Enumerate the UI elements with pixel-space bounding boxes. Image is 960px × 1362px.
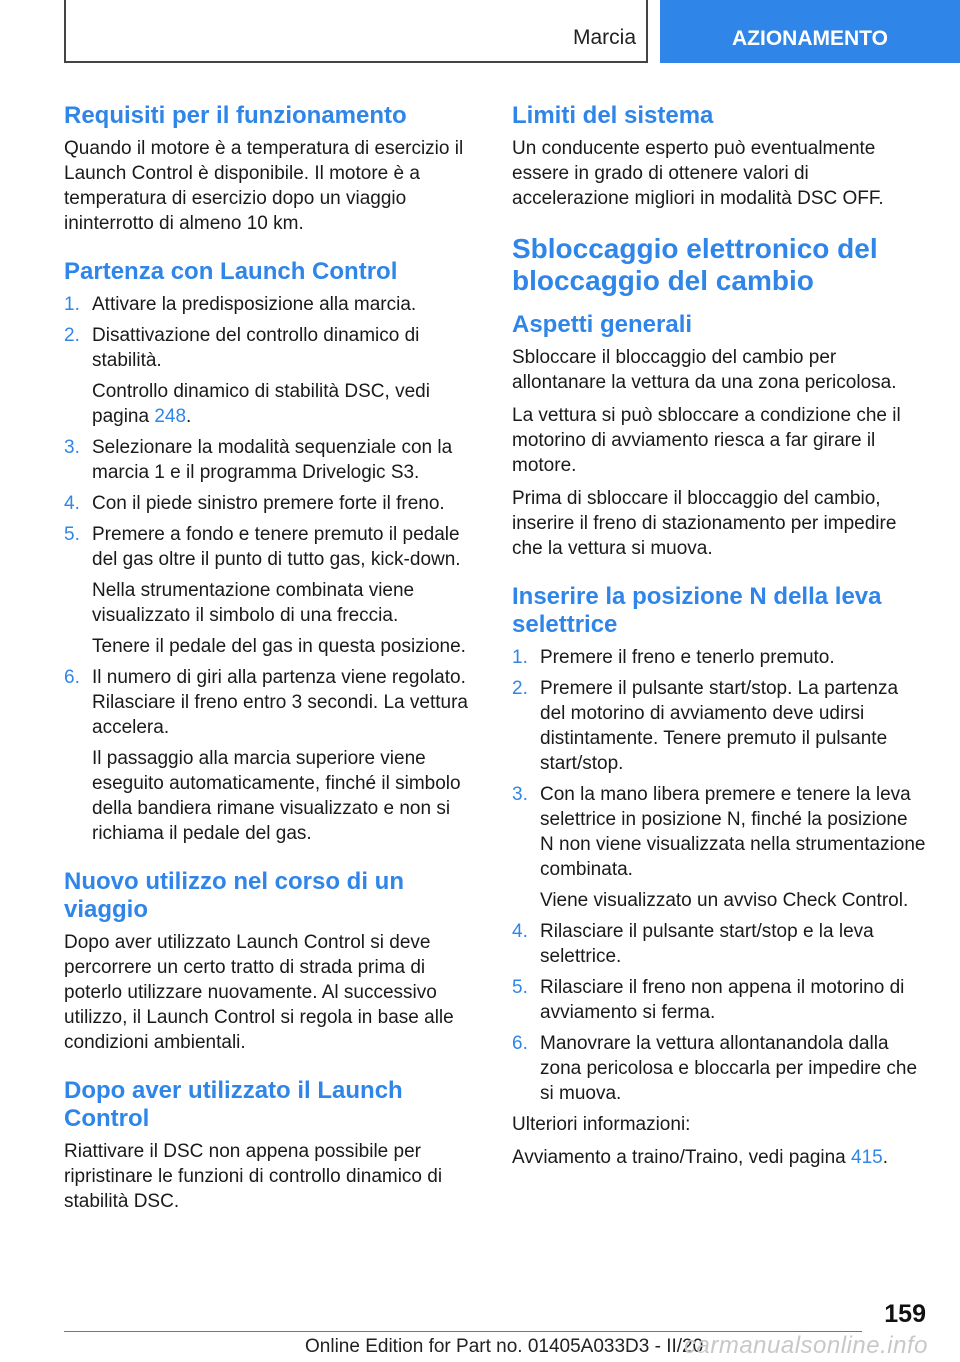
step-text: Rilasciare il pulsante start/stop e la leva selettrice. bbox=[540, 921, 874, 967]
step-note: Nella strumentazione combinata viene visualizzato il simbolo di una freccia. bbox=[92, 580, 415, 626]
list-item bbox=[64, 491, 480, 516]
page-link-415[interactable]: 415 bbox=[851, 1147, 883, 1168]
step-note: Il passaggio alla marcia superiore viene eseguito automaticamente, finché il simbolo della bandiera rimane visualizzato e non si richiama il pedale del gas. bbox=[92, 748, 461, 844]
step-number: 6. bbox=[512, 1033, 528, 1054]
section-nuovo-utilizzo bbox=[64, 868, 480, 1055]
step-number: 1. bbox=[64, 294, 80, 315]
paragraph: Sbloccare il bloccaggio del cambio per allontanare la vettura da una zona pericolosa. bbox=[512, 347, 897, 393]
step-number: 3. bbox=[512, 784, 528, 805]
section-partenza bbox=[64, 258, 480, 846]
step-text: Con il piede sinistro premere forte il freno. bbox=[92, 493, 445, 514]
watermark: carmanualsonline.info bbox=[684, 1332, 928, 1359]
list-item bbox=[64, 292, 480, 317]
page-number: 159 bbox=[884, 1300, 926, 1328]
list-item bbox=[64, 522, 480, 659]
reference-line bbox=[512, 1145, 926, 1170]
list-item bbox=[512, 645, 926, 670]
list-item bbox=[64, 665, 480, 846]
list-item bbox=[512, 975, 926, 1025]
paragraph: Prima di sbloccare il bloccaggio del cambio, inserire il freno di stazionamento per impedire che la vettura si muova. bbox=[512, 488, 897, 559]
paragraph: La vettura si può sbloccare a condizione che il motorino di avviamento riesca a far girare il motore. bbox=[512, 405, 901, 476]
step-text: Il numero di giri alla partenza viene regolato. Rilasciare il freno entro 3 secondi. La vettura accelera. bbox=[92, 667, 468, 738]
step-number: 3. bbox=[64, 437, 80, 458]
section-title: Nuovo utilizzo nel corso di un viaggio bbox=[64, 868, 404, 923]
step-text: Manovrare la vettura allontanandola dalla zona pericolosa e bloccarla per impedire che si muova. bbox=[540, 1033, 918, 1104]
step-number: 2. bbox=[512, 678, 528, 699]
step-text: Premere a fondo e tenere premuto il pedale del gas oltre il punto di tutto gas, kick-down. bbox=[92, 524, 461, 570]
step-number: 2. bbox=[64, 325, 80, 346]
paragraph: Un conducente esperto può eventualmente essere in grado di ottenere valori di accelerazione migliori in modalità DSC OFF. bbox=[512, 138, 884, 209]
section-limiti bbox=[512, 102, 926, 211]
paragraph: Dopo aver utilizzato Launch Control si deve percorrere un certo tratto di strada prima di poterlo utilizzare nuovamente. Al successivo utilizzo, il Launch Control si regola in base alle condizioni ambientali. bbox=[64, 932, 454, 1053]
step-note: Tenere il pedale del gas in questa posizione. bbox=[92, 636, 466, 657]
steps-list bbox=[512, 645, 926, 1106]
left-column bbox=[64, 102, 480, 1236]
header-section-title: Marcia bbox=[572, 26, 636, 49]
section-title: Aspetti generali bbox=[512, 311, 693, 338]
section-aspetti-generali bbox=[512, 311, 926, 561]
step-text: Selezionare la modalità sequenziale con la marcia 1 e il programma Drivelogic S3. bbox=[92, 437, 453, 483]
list-item bbox=[512, 676, 926, 776]
paragraph: Ulteriori informazioni: bbox=[512, 1114, 691, 1135]
paragraph: Riattivare il DSC non appena possibile per ripristinare le funzioni di controllo dinamico di stabilità DSC. bbox=[64, 1141, 443, 1212]
reference-text: Avviamento a traino/Traino, vedi pagina bbox=[512, 1147, 852, 1168]
step-number: 5. bbox=[512, 977, 528, 998]
section-title: Inserire la posizione N della leva selettrice bbox=[512, 583, 882, 638]
step-text: Disattivazione del controllo dinamico di stabilità. bbox=[92, 325, 420, 371]
list-item bbox=[512, 919, 926, 969]
list-item bbox=[512, 1031, 926, 1106]
step-note bbox=[92, 379, 480, 429]
step-text: Con la mano libera premere e tenere la leva selettrice in posizione N, finché la posizione N non viene visualizzata nella strumentazione combinata. bbox=[540, 784, 926, 880]
step-text: Premere il freno e tenerlo premuto. bbox=[540, 647, 835, 668]
step-number: 5. bbox=[64, 524, 80, 545]
section-dopo-utilizzo bbox=[64, 1077, 480, 1214]
section-requisiti bbox=[64, 102, 480, 236]
note-text: . bbox=[186, 406, 192, 427]
step-text: Attivare la predisposizione alla marcia. bbox=[92, 294, 417, 315]
step-note: Viene visualizzato un avviso Check Control. bbox=[540, 890, 909, 911]
step-number: 1. bbox=[512, 647, 528, 668]
reference-text: . bbox=[882, 1147, 889, 1168]
section-title: Partenza con Launch Control bbox=[64, 258, 398, 285]
section-title: Limiti del sistema bbox=[512, 102, 714, 129]
step-text: Rilasciare il freno non appena il motorino di avviamento si ferma. bbox=[540, 977, 905, 1023]
step-number: 6. bbox=[64, 667, 80, 688]
section-title: Requisiti per il funzionamento bbox=[64, 102, 407, 129]
note-text: Controllo dinamico di stabilità DSC, vedi pagina bbox=[92, 381, 430, 427]
header-chapter-tab: AZIONAMENTO bbox=[660, 0, 960, 63]
step-number: 4. bbox=[512, 921, 528, 942]
page-link-248[interactable]: 248 bbox=[154, 406, 187, 427]
list-item bbox=[64, 435, 480, 485]
list-item bbox=[64, 323, 480, 429]
step-number: 4. bbox=[64, 493, 80, 514]
section-posizione-n bbox=[512, 583, 926, 1170]
list-item bbox=[512, 782, 926, 913]
footer-edition: Online Edition for Part no. 01405A033D3 - II/20 bbox=[305, 1336, 704, 1357]
section-title: Dopo aver utilizzato il Launch Control bbox=[64, 1077, 403, 1132]
right-column bbox=[512, 102, 926, 1192]
header-frame bbox=[64, 0, 648, 63]
paragraph: Quando il motore è a temperatura di esercizio il Launch Control è disponibile. Il motore è a temperatura di esercizio dopo un viaggio ininterrotto di almeno 10 km. bbox=[64, 138, 464, 234]
step-text: Premere il pulsante start/stop. La partenza del motorino di avviamento deve udirsi distintamente. Tenere premuto il pulsante start/stop. bbox=[540, 678, 899, 774]
chapter-title: Sbloccaggio elettronico del bloccaggio del cambio bbox=[512, 233, 878, 296]
steps-list bbox=[64, 292, 480, 846]
